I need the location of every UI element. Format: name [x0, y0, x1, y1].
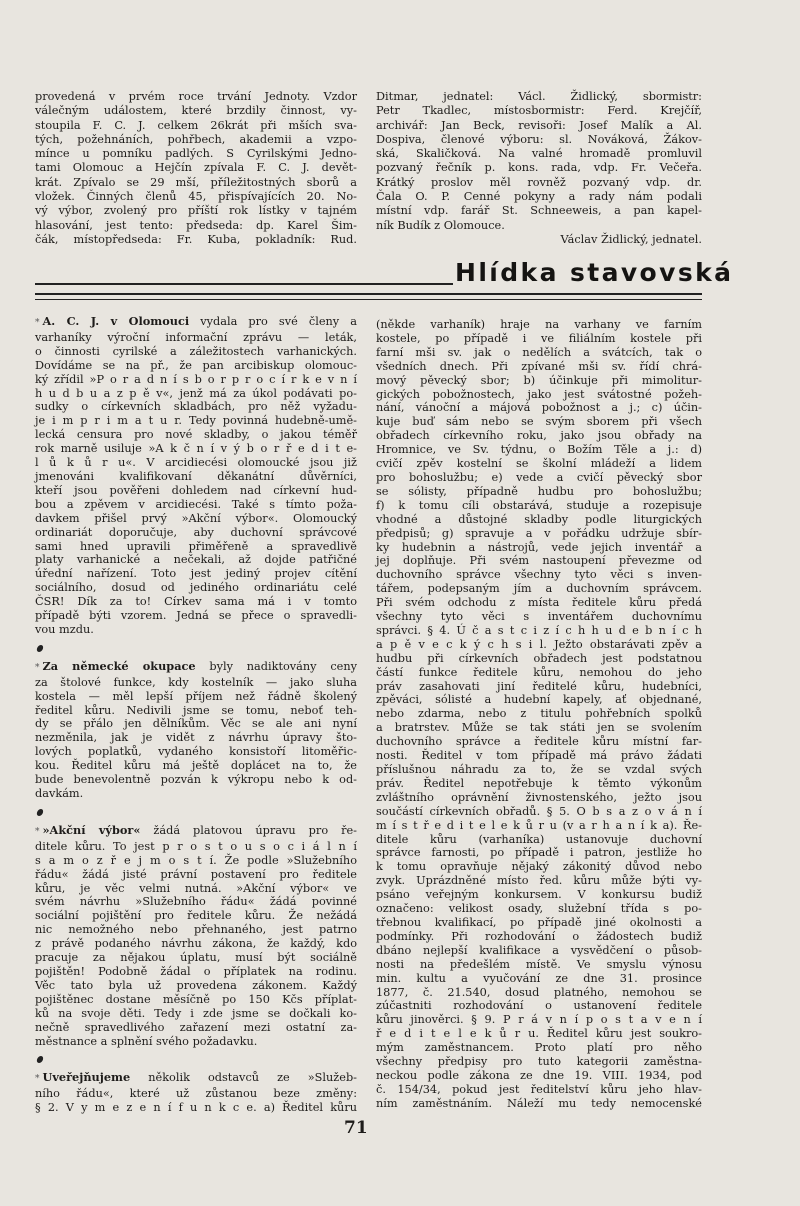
text-line: farní mši sv. jak o nedělích a svátcích, tak o: [376, 345, 702, 359]
text-line: l ů k ů r u«. V arcidiecési olomoucké jsou již: [35, 456, 357, 470]
text-line: archivář: Jan Beck, revisoři: Josef Malík a Al.: [376, 118, 702, 132]
header-rule-left: [35, 283, 453, 285]
text-line: sami hned upravili přiměřeně a spravedlivě: [35, 539, 357, 553]
text-line: ků na svoje děti. Tedy i zde jsme se dočkali ko-: [35, 1006, 357, 1020]
text-line: dbáno nejlepší kvalifikace a vysvědčení o působ-: [376, 943, 702, 957]
text-line: všedních dnech. Při zpívané mši sv. řídí chrá-: [376, 359, 702, 373]
text-line: podmínky. Při rozhodování o žádostech budiž: [376, 929, 702, 943]
text-line: a bratrstev. Může se tak státi jen se svolením: [376, 721, 702, 735]
text-line: ská, Skaličková. Na valné hromadě promluvil: [376, 147, 702, 161]
text-line: označeno: velikost osady, služební třída s po-: [376, 902, 702, 916]
text-line: [35, 660, 357, 676]
text-line: ky hudebnin a nástrojů, vede jejich inventář a: [376, 540, 702, 554]
text-line: kuje buď sám nebo se svým sborem při všech: [376, 415, 702, 429]
text-line: lových poplatků, vydaného konsistoří litoměřic-: [35, 745, 357, 759]
paragraph-marker: *: [35, 318, 40, 328]
text-run: žádá platovou úpravu pro ře-: [140, 823, 358, 837]
text-line: č. 154/34, pokud jest ředitelství kůru jeho hlav-: [376, 1082, 702, 1096]
text-line: vhodné a důstojné skladby podle liturgických: [376, 512, 702, 526]
text-line: varhaníky výroční informační zprávu — leták,: [35, 330, 357, 344]
text-line: h u d b u a z p ě v«, jenž má za úkol podávati po-: [35, 386, 357, 400]
text-line: pozvaný řečník p. kons. rada, vdp. Fr. Večeřa.: [376, 161, 702, 175]
text-line: je i m p r i m a t u r. Tedy povinná hudebně-umě-: [35, 414, 357, 428]
text-line: a p ě v e c k ý c h s i l. Ježto obstarávati zpěv a: [376, 637, 702, 651]
text-line: davkám.: [35, 787, 84, 800]
text-line: ním zaměstnáním. Náleží mu tedy nemocenské: [376, 1096, 702, 1110]
paragraph: [35, 1071, 357, 1115]
right-body: [376, 318, 702, 1111]
text-line: kostela — měl lepší příjem než řádně školený: [35, 689, 357, 703]
header-rule-full-1: [35, 293, 702, 295]
text-line: ČSR! Dík za to! Církev sama má i v tomto: [35, 595, 357, 609]
text-line: hudbu při církevních obřadech jest podstatnou: [376, 651, 702, 665]
text-line: (někde varhaník) hraje na varhany ve farním: [376, 318, 702, 331]
text-line: krát. Zpívalo se 29 mší, příležitostných sborů a: [35, 175, 357, 189]
left-body: [35, 315, 357, 1115]
text-line: ník Budík z Olomouce.: [376, 218, 505, 232]
text-line: Dovídáme se na př., že pan arcibiskup olomouc-: [35, 358, 357, 372]
text-line: Krátký proslov měl rovněž pozvaný vdp. dr.: [376, 175, 702, 189]
text-line: válečným událostem, které brzdily činnost, vy-: [35, 104, 357, 118]
text-line: řádu« žádá jisté právní postavení pro ředitele: [35, 867, 357, 881]
top-left-text: [35, 90, 357, 247]
text-line: jej doplňuje. Při svém nastoupení převezme od: [376, 554, 702, 568]
text-line: platy varhanické a nečekali, až dojde patřičné: [35, 553, 357, 567]
text-line: kůru jinověrci. § 9. P r á v n í p o s t a v e n í: [376, 1013, 702, 1027]
text-line: pracuje za nějakou úplatu, musí být sociálně: [35, 951, 357, 965]
text-line: Ditmar, jednatel: Václ. Židlický, sbormistr:: [376, 90, 702, 103]
text-run: vydala pro své členy a: [189, 315, 357, 328]
text-line: zvyk. Uprázdněné místo řed. kůru může býti vy-: [376, 874, 702, 888]
text-line: nezměnila, jak je vidět z návrhu úpravy što-: [35, 731, 357, 745]
text-line: mový pěvecký sbor; b) účinkuje při mimolitur-: [376, 373, 702, 387]
text-line: všechny předpisy pro tuto kategorii zaměstna-: [376, 1055, 702, 1069]
text-line: vý výbor, zvolený pro příští rok lístky v tajném: [35, 204, 357, 218]
text-line: bou a zpěvem v arcidiecési. Také s tímto poža-: [35, 497, 357, 511]
paragraph: [35, 315, 357, 637]
paragraph-lead: Za německé okupace: [42, 658, 196, 673]
text-line: všechny tyto věci s inventářem duchovnímu: [376, 610, 702, 624]
text-line: ního řádu«, které už zůstanou beze změny:: [35, 1087, 357, 1101]
text-line: sociální pojištění pro ředitele kůru. Že nežádá: [35, 909, 357, 923]
text-line: ředitel kůru. Nedivili jsme se tomu, neboť teh-: [35, 703, 357, 717]
text-line: správci. § 4. Ú č a s t c i z í c h h u d e b n í c h: [376, 623, 702, 637]
text-line: ký zřídil »P o r a d n í s b o r p r o c í r k e v n í: [35, 372, 357, 386]
text-line: příslušnou náhradu za to, že se vzdal svých: [376, 763, 702, 776]
text-line: obřadech církevního roku, jako jsou obřady na: [376, 429, 702, 443]
paragraph: [35, 824, 357, 1049]
paragraph-marker: *: [35, 1074, 40, 1085]
text-line: davkem přišel prvý »Akční výbor«. Olomoucký: [35, 511, 357, 525]
text-line: dy se přálo jen dělníkům. Věc se ale ani nyní: [35, 717, 357, 731]
paragraph-marker: *: [35, 826, 40, 837]
text-line: Věc tato byla už provedena zákonem. Každý: [35, 978, 357, 992]
text-line: § 2. V y m e z e n í f u n k c e. a) Ředitel kůru: [35, 1101, 357, 1115]
text-line: nečně spravedlivého zařazení mezi ostatní za-: [35, 1020, 357, 1034]
section-title: Hlídka stavovská: [455, 258, 734, 287]
text-line: cvičí zpěv kostelní se školní mládeží a lidem: [376, 457, 702, 471]
text-line: rok marně usiluje »A k č n í v ý b o r ř e d i t e-: [35, 442, 357, 456]
text-line: pro bohoslužbu; e) vede a cvičí pěvecký sbor: [376, 470, 702, 484]
text-line: sociálního, dosud od jediného ordinariátu celé: [35, 581, 357, 595]
text-line: předpisů; g) spravuje a v pořádku udržuje sbír-: [376, 526, 702, 540]
text-line: pojištěn! Podobně žádal o příplatek na rodinu.: [35, 964, 357, 978]
text-line: nebo zdarma, nebo z titulu pohřebních spolků: [376, 707, 702, 721]
text-line: Dospiva, členové výboru: sl. Nováková, Žákov-: [376, 132, 702, 146]
text-line: čák, místopředseda: Fr. Kuba, pokladník: Rud.: [35, 232, 357, 246]
text-line: tami Olomouc a Hejčín zpívala F. C. J. devět-: [35, 161, 357, 175]
text-line: zúčastniti rozhodování o ustanovení ředitele: [376, 999, 702, 1013]
page-number: 71: [344, 1118, 368, 1138]
text-line: sudky o církevních skladbách, pro něž vyžadu-: [35, 400, 357, 414]
text-line: min. kultu a vyučování ze dne 31. prosince: [376, 971, 702, 985]
text-line: správce farnosti, po případě i patron, jestliže ho: [376, 846, 702, 860]
text-line: Čala O. P. Cenné pokyny a rady nám podali: [376, 190, 702, 204]
text-line: ditele kůru. To jest p r o s t o u s o c i á l n í: [35, 839, 357, 853]
text-line: nání, vánoční a májová pobožnost a j.; c) účin-: [376, 401, 702, 415]
text-line: kůru, je věc velmi nutná. »Akční výbor« ve: [35, 881, 357, 895]
text-line: [35, 315, 357, 331]
paragraph-lead: Uveřejňujeme: [42, 1070, 131, 1085]
text-line: hlasování, jest tento: předseda: dp. Karel Šim-: [35, 218, 357, 232]
text-line: neckou podle zákona ze dne 19. VIII. 1934, pod: [376, 1068, 702, 1082]
text-line: duchovního správce všechny tyto věci s inven-: [376, 568, 702, 582]
paragraph: [35, 660, 357, 801]
text-line: 1877, č. 21.540, dosud platného, nemohou se: [376, 985, 702, 999]
text-line: vou mzdu.: [35, 622, 94, 636]
text-line: jmenováni kvalifikovaní děkanátní důvěrníci,: [35, 469, 357, 483]
text-line: městnance a splnění svého požadavku.: [35, 1034, 258, 1048]
text-line: [35, 1071, 357, 1087]
text-line: nic nemožného nebo přehnaného, jest patrno: [35, 923, 357, 937]
text-line: s a m o z ř e j m o s t í. Že podle »Služebního: [35, 853, 357, 867]
paragraph-bullet-icon: [36, 1056, 44, 1063]
text-line: psáno veřejným konkursem. V konkursu budiž: [376, 888, 702, 902]
paragraph-marker: *: [35, 662, 40, 673]
paragraph-lead: »Akční výbor«: [42, 822, 141, 837]
text-line: tářem, podepsaným jím a duchovním správcem.: [376, 582, 702, 596]
text-line: případě býti vzorem. Jedná se přece o spravedli-: [35, 609, 357, 623]
text-line: místní vdp. farář St. Schneeweis, a pan kapel-: [376, 204, 702, 218]
text-line: vložek. Činných členů 45, přispívajících 20. No-: [35, 190, 357, 204]
text-line: [35, 824, 357, 840]
text-line: ordinariát doporučuje, aby duchovní správcové: [35, 525, 357, 539]
text-line: za štolové funkce, kdy kostelník — jako sluha: [35, 675, 357, 689]
text-line: práv zasahovati jiní ředitelé kůru, hudebníci,: [376, 679, 702, 693]
text-line: nosti na předešlém místě. Ve smyslu výnosu: [376, 957, 702, 971]
text-line: částí funkce ředitele kůru, nemohou do jeho: [376, 665, 702, 679]
text-line: zpěváci, sólisté a hudební kapely, ať objednané,: [376, 693, 702, 707]
text-line: stoupila F. C. J. celkem 26krát při mších sva-: [35, 118, 357, 132]
text-line: ř e d i t e l e k ů r u. Ředitel kůru jest soukro-: [376, 1027, 702, 1041]
header-rule-full-2: [35, 299, 702, 300]
text-run: byly nadiktovány ceny: [195, 659, 357, 673]
text-line: z právě podaného návrhu zákona, že každý, kdo: [35, 937, 357, 951]
text-line: Při svém odchodu z místa ředitele kůru předá: [376, 596, 702, 610]
top-right-text: [376, 90, 702, 247]
text-line: Hromnice, ve Sv. týdnu, o Božím Těle a j.: d): [376, 443, 702, 457]
text-line: mínce u pomníku padlých. S Cyrilskými Jedno-: [35, 147, 357, 161]
text-line: třebnou kvalifikací, po případě jiné okolnosti a: [376, 915, 702, 929]
paragraph-bullet-icon: [36, 645, 44, 652]
text-line: svém návrhu »Služebního řádu« žádá povinné: [35, 895, 357, 909]
text-line: úřední nařízení. Toto jest jediný projev cítění: [35, 567, 357, 581]
text-line: kostele, po případě i ve filiálním kostele při: [376, 331, 702, 345]
paragraph-bullet-icon: [36, 809, 44, 816]
text-line: zvláštního oprávnění živnostenského, ježto jsou: [376, 790, 702, 804]
text-line: Petr Tkadlec, místosbormistr: Ferd. Krejčíř,: [376, 104, 702, 118]
text-line: gických pobožnostech, jako jest svátostné požeh-: [376, 387, 702, 401]
text-line: f) k tomu cíli obstarává, studuje a rozepisuje: [376, 498, 702, 512]
text-line: ditele kůru (varhaníka) ustanovuje duchovní: [376, 832, 702, 846]
text-line: tých, požehnáních, pohřbech, akademii a vzpo-: [35, 132, 357, 146]
paragraph-lead: A. C. J. v Olomouci: [42, 314, 190, 328]
text-line: duchovního správce a ředitele kůru místní far-: [376, 735, 702, 749]
text-line: kou. Ředitel kůru má ještě doplácet na to, že: [35, 759, 357, 773]
text-line: k tomu opravňuje nějaký zákonitý důvod nebo: [376, 860, 702, 874]
text-line: lecká censura pro nové skladby, o jakou téměř: [35, 428, 357, 442]
text-line: součástí církevních obřadů. § 5. O b s a z o v á n í: [376, 804, 702, 818]
text-line: m í s t ř e d i t e l e k ů r u (v a r h a n í k a). Ře-: [376, 818, 702, 832]
text-line: bude benevolentně pozván k výkropu nebo k od-: [35, 773, 357, 787]
signature: Václav Židlický, jednatel.: [560, 232, 702, 246]
text-line: kteří jsou pověřeni dohledem nad církevní hud-: [35, 483, 357, 497]
text-line: pojištěnec dostane měsíčně po 150 Kčs příplat-: [35, 992, 357, 1006]
text-line: nosti. Ředitel v tom případě má právo žádati: [376, 749, 702, 763]
text-run: několik odstavců ze »Služeb-: [130, 1071, 357, 1085]
text-line: provedená v prvém roce trvání Jednoty. Vzdor: [35, 90, 357, 103]
text-line: o činnosti cyrilské a záležitostech varhanických.: [35, 344, 357, 358]
text-line: práv. Ředitel nepotřebuje k těmto výkonům: [376, 776, 702, 790]
text-line: se sólisty, případně hudbu pro bohoslužbu;: [376, 484, 702, 498]
text-line: mým zaměstnancem. Proto platí pro něho: [376, 1041, 702, 1055]
